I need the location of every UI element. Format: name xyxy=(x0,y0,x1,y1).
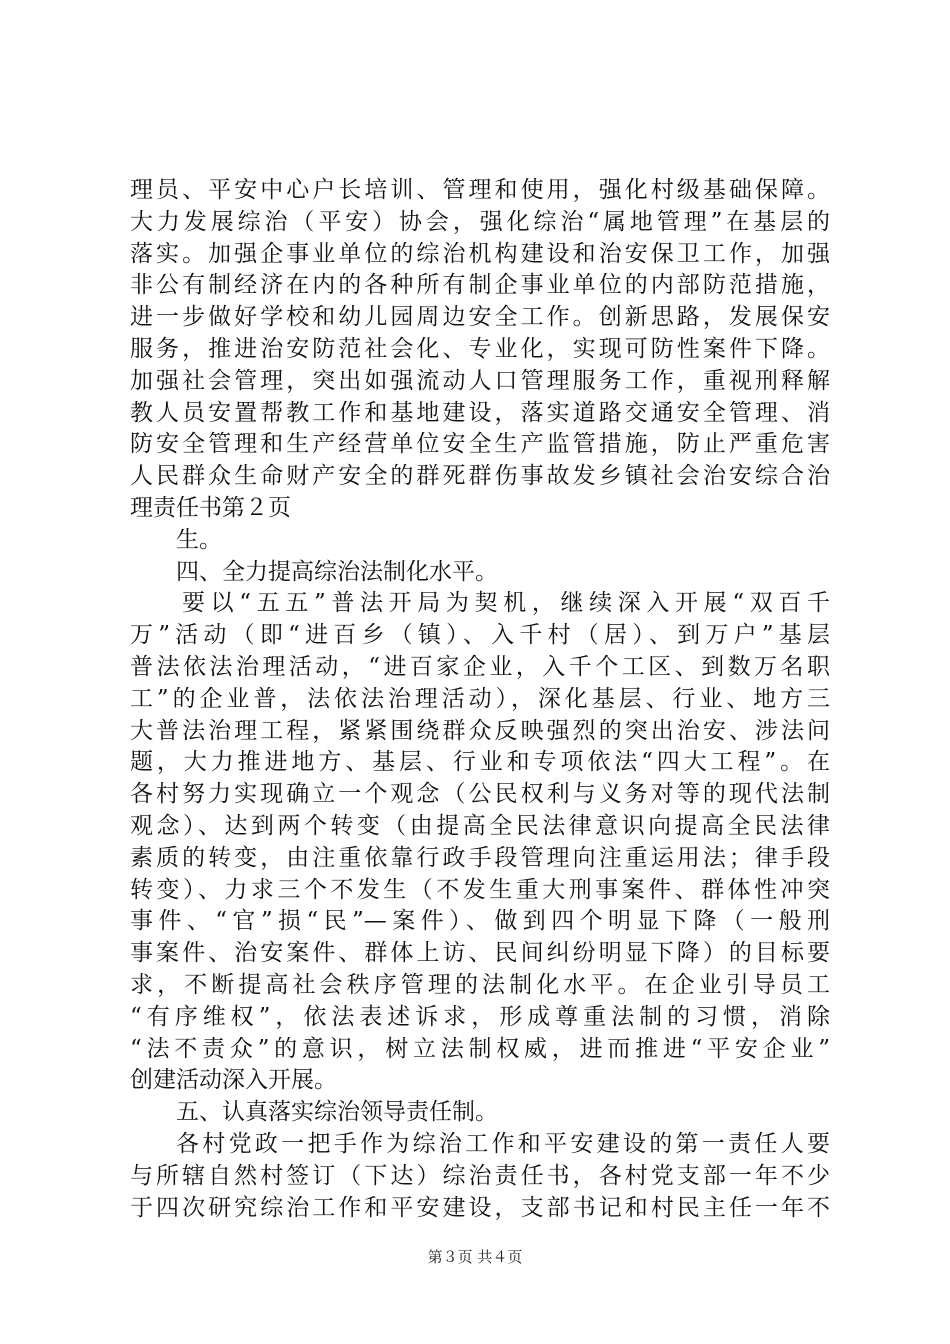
document-body xyxy=(130,175,830,1224)
text-line: 转变）、力求三个不发生（不发生重大刑事案件、群体性冲突 xyxy=(130,876,830,903)
text-line: 大普法治理工程，紧紧围绕群众反映强烈的突出治安、涉法问 xyxy=(130,717,830,744)
text-line: 工”的企业普，法依法治理活动），深化基层、行业、地方三 xyxy=(130,685,830,712)
text-line: 进一步做好学校和幼儿园周边安全工作。创新思路，发展保安 xyxy=(130,304,830,331)
text-line: 加强社会管理，突出如强流动人口管理服务工作，重视刑释解 xyxy=(130,367,830,394)
section-heading: 五、认真落实综治领导责任制。 xyxy=(176,1099,498,1126)
text-line: 观念）、达到两个转变（由提高全民法律意识向提高全民法律 xyxy=(130,812,830,839)
text-line: 于四次研究综治工作和平安建设，支部书记和村民主任一年不 xyxy=(130,1194,830,1221)
page-footer: 第３页 共４页 xyxy=(427,1248,523,1266)
text-line: 各村努力实现确立一个观念（公民权利与义务对等的现代法制 xyxy=(130,781,830,808)
section-heading: 四、全力提高综治法制化水平。 xyxy=(176,558,498,585)
text-line: 非公有制经济在内的各种所有制企事业单位的内部防范措施， xyxy=(130,272,830,299)
text-line: 各村党政一把手作为综治工作和平安建设的第一责任人要 xyxy=(176,1130,830,1157)
text-line: 创建活动深入开展。 xyxy=(130,1067,337,1094)
text-line: 题，大力推进地方、基层、行业和专项依法“四大工程”。在 xyxy=(130,749,830,776)
text-line: 防安全管理和生产经营单位安全生产监管措施，防止严重危害 xyxy=(130,431,830,458)
text-line: 事案件、治安案件、群体上访、民间纠纷明显下降）的目标要 xyxy=(130,940,830,967)
text-line: 要以“五五”普法开局为契机，继续深入开展“双百千 xyxy=(182,590,830,617)
text-line: 万”活动（即“进百乡（镇）、入千村（居）、到万户”基层 xyxy=(130,622,830,649)
text-line: 普法依法治理活动，“进百家企业，入千个工区、到数万名职 xyxy=(130,653,830,680)
text-line: 人民群众生命财产安全的群死群伤事故发乡镇社会治安综合治 xyxy=(130,463,830,490)
text-line: 素质的转变，由注重依靠行政手段管理向注重运用法；律手段 xyxy=(130,844,830,871)
text-line: 求，不断提高社会秩序管理的法制化水平。在企业引导员工 xyxy=(130,971,830,998)
text-line: 理责任书第２页 xyxy=(130,494,291,521)
text-line: 理员、平安中心户长培训、管理和使用，强化村级基础保障。 xyxy=(130,177,830,203)
text-line: 事件、“官”损“民”—案件）、做到四个明显下降（一般刑 xyxy=(130,908,830,935)
text-line: 落实。加强企事业单位的综治机构建设和治安保卫工作，加强 xyxy=(130,240,830,267)
text-line: “法不责众”的意识，树立法制权威，进而推进“平安企业” xyxy=(130,1035,830,1062)
text-line: “有序维权”，依法表述诉求，形成尊重法制的习惯，消除 xyxy=(130,1003,830,1030)
text-line: 生。 xyxy=(176,526,222,553)
text-line: 与所辖自然村签订（下达）综治责任书，各村党支部一年不少 xyxy=(130,1162,830,1189)
text-line: 大力发展综治（平安）协会，强化综治“属地管理”在基层的 xyxy=(130,208,830,235)
text-line: 服务，推进治安防范社会化、专业化，实现可防性案件下降。 xyxy=(130,335,830,362)
text-line: 教人员安置帮教工作和基地建设，落实道路交通安全管理、消 xyxy=(130,399,830,426)
